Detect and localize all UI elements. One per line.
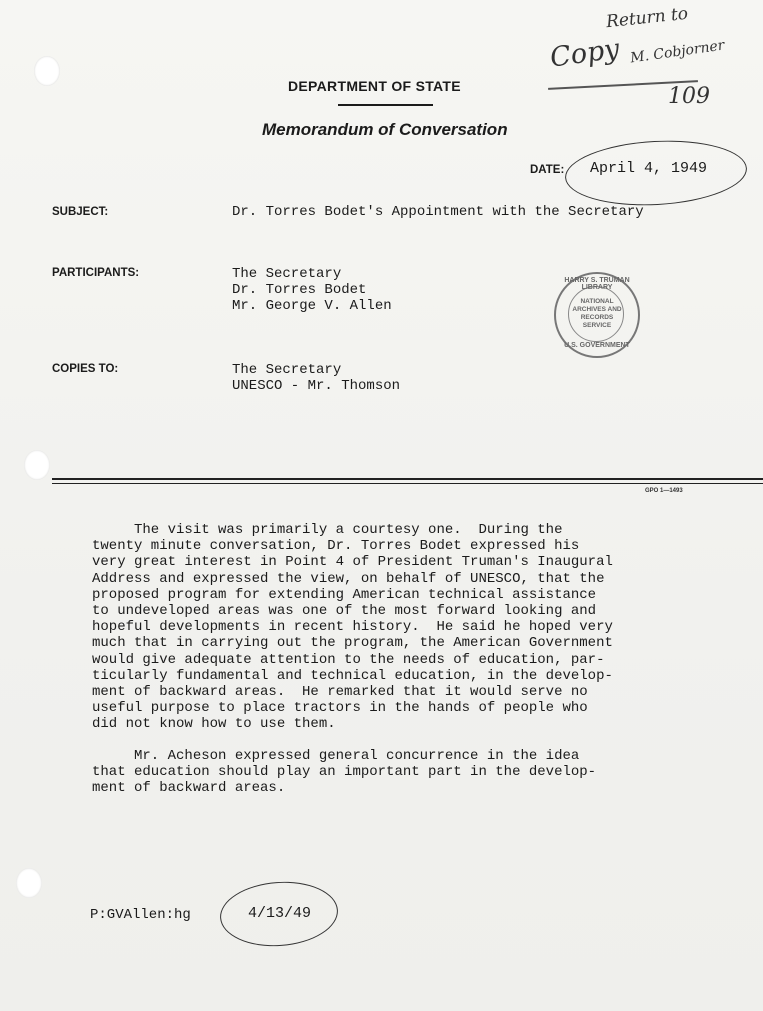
body-line: ment of backward areas. He remarked that it would serve no [92, 684, 588, 701]
memo-body-paragraph-2 [92, 748, 596, 797]
copies-to-item: UNESCO - Mr. Thomson [232, 378, 401, 394]
subject-value: Dr. Torres Bodet's Appointment with the Secretary [232, 204, 644, 220]
copies-to-label: COPIES TO: [52, 363, 119, 375]
department-heading: DEPARTMENT OF STATE [288, 78, 461, 94]
body-line: The visit was primarily a courtesy one. During the [92, 522, 563, 538]
body-line: Mr. Acheson expressed general concurrence in the idea [92, 748, 580, 764]
handwritten-copy-note: Copy [548, 33, 622, 74]
participant-item: Mr. George V. Allen [232, 298, 392, 314]
stamp-arc-bottom: U.S. GOVERNMENT [564, 342, 630, 349]
stamp-line: NATIONAL [580, 298, 614, 305]
punch-hole [24, 450, 50, 480]
participant-item: The Secretary [232, 266, 342, 282]
body-line: to undeveloped areas was one of the most forward looking and [92, 603, 597, 620]
body-line: that education should play an important part in the develop- [92, 764, 597, 781]
body-line: ment of backward areas. [92, 780, 286, 797]
copies-to-item: The Secretary [232, 362, 342, 378]
handwritten-name-note: M. Cobjorner [629, 37, 726, 67]
date-value: April 4, 1949 [590, 160, 708, 177]
handwritten-number: 109 [668, 84, 710, 109]
stamp-arc-top: HARRY S. TRUMAN LIBRARY [564, 277, 630, 291]
body-line: very great interest in Point 4 of President Truman's Inaugural [92, 554, 613, 571]
body-line: hopeful developments in recent history. He said he hoped very [92, 619, 613, 636]
participants-label: PARTICIPANTS: [52, 267, 140, 279]
section-divider-top [52, 478, 763, 480]
memo-body-paragraph-1 [92, 522, 613, 733]
drafter-reference: P:GVAllen:hg [90, 907, 191, 923]
handwritten-return-note: Return to [605, 3, 690, 33]
stamp-line: ARCHIVES AND [572, 306, 622, 313]
memo-title: Memorandum of Conversation [262, 120, 508, 139]
body-line: twenty minute conversation, Dr. Torres Bodet expressed his [92, 538, 580, 555]
punch-hole [16, 868, 42, 898]
section-divider-bottom [52, 483, 763, 484]
body-line: ticularly fundamental and technical education, in the develop- [92, 667, 613, 684]
date-label: DATE: [530, 164, 565, 176]
body-line: would give adequate attention to the needs of education, par- [92, 651, 605, 668]
body-line: did not know how to use them. [92, 716, 336, 733]
footer-date: 4/13/49 [248, 905, 312, 922]
stamp-line: RECORDS [580, 314, 614, 321]
body-line: Address and expressed the view, on behalf of UNESCO, that the [92, 570, 605, 587]
body-line: much that in carrying out the program, the American Government [92, 635, 613, 652]
punch-hole [34, 56, 60, 86]
form-number: GPO 1—1493 [645, 488, 683, 494]
participant-item: Dr. Torres Bodet [232, 282, 367, 298]
archives-stamp [554, 272, 640, 358]
subject-label: SUBJECT: [52, 206, 109, 218]
body-line: proposed program for extending American technical assistance [92, 586, 597, 603]
stamp-line: SERVICE [582, 322, 612, 329]
heading-divider [338, 104, 433, 106]
body-line: useful purpose to place tractors in the hands of people who [92, 700, 588, 717]
